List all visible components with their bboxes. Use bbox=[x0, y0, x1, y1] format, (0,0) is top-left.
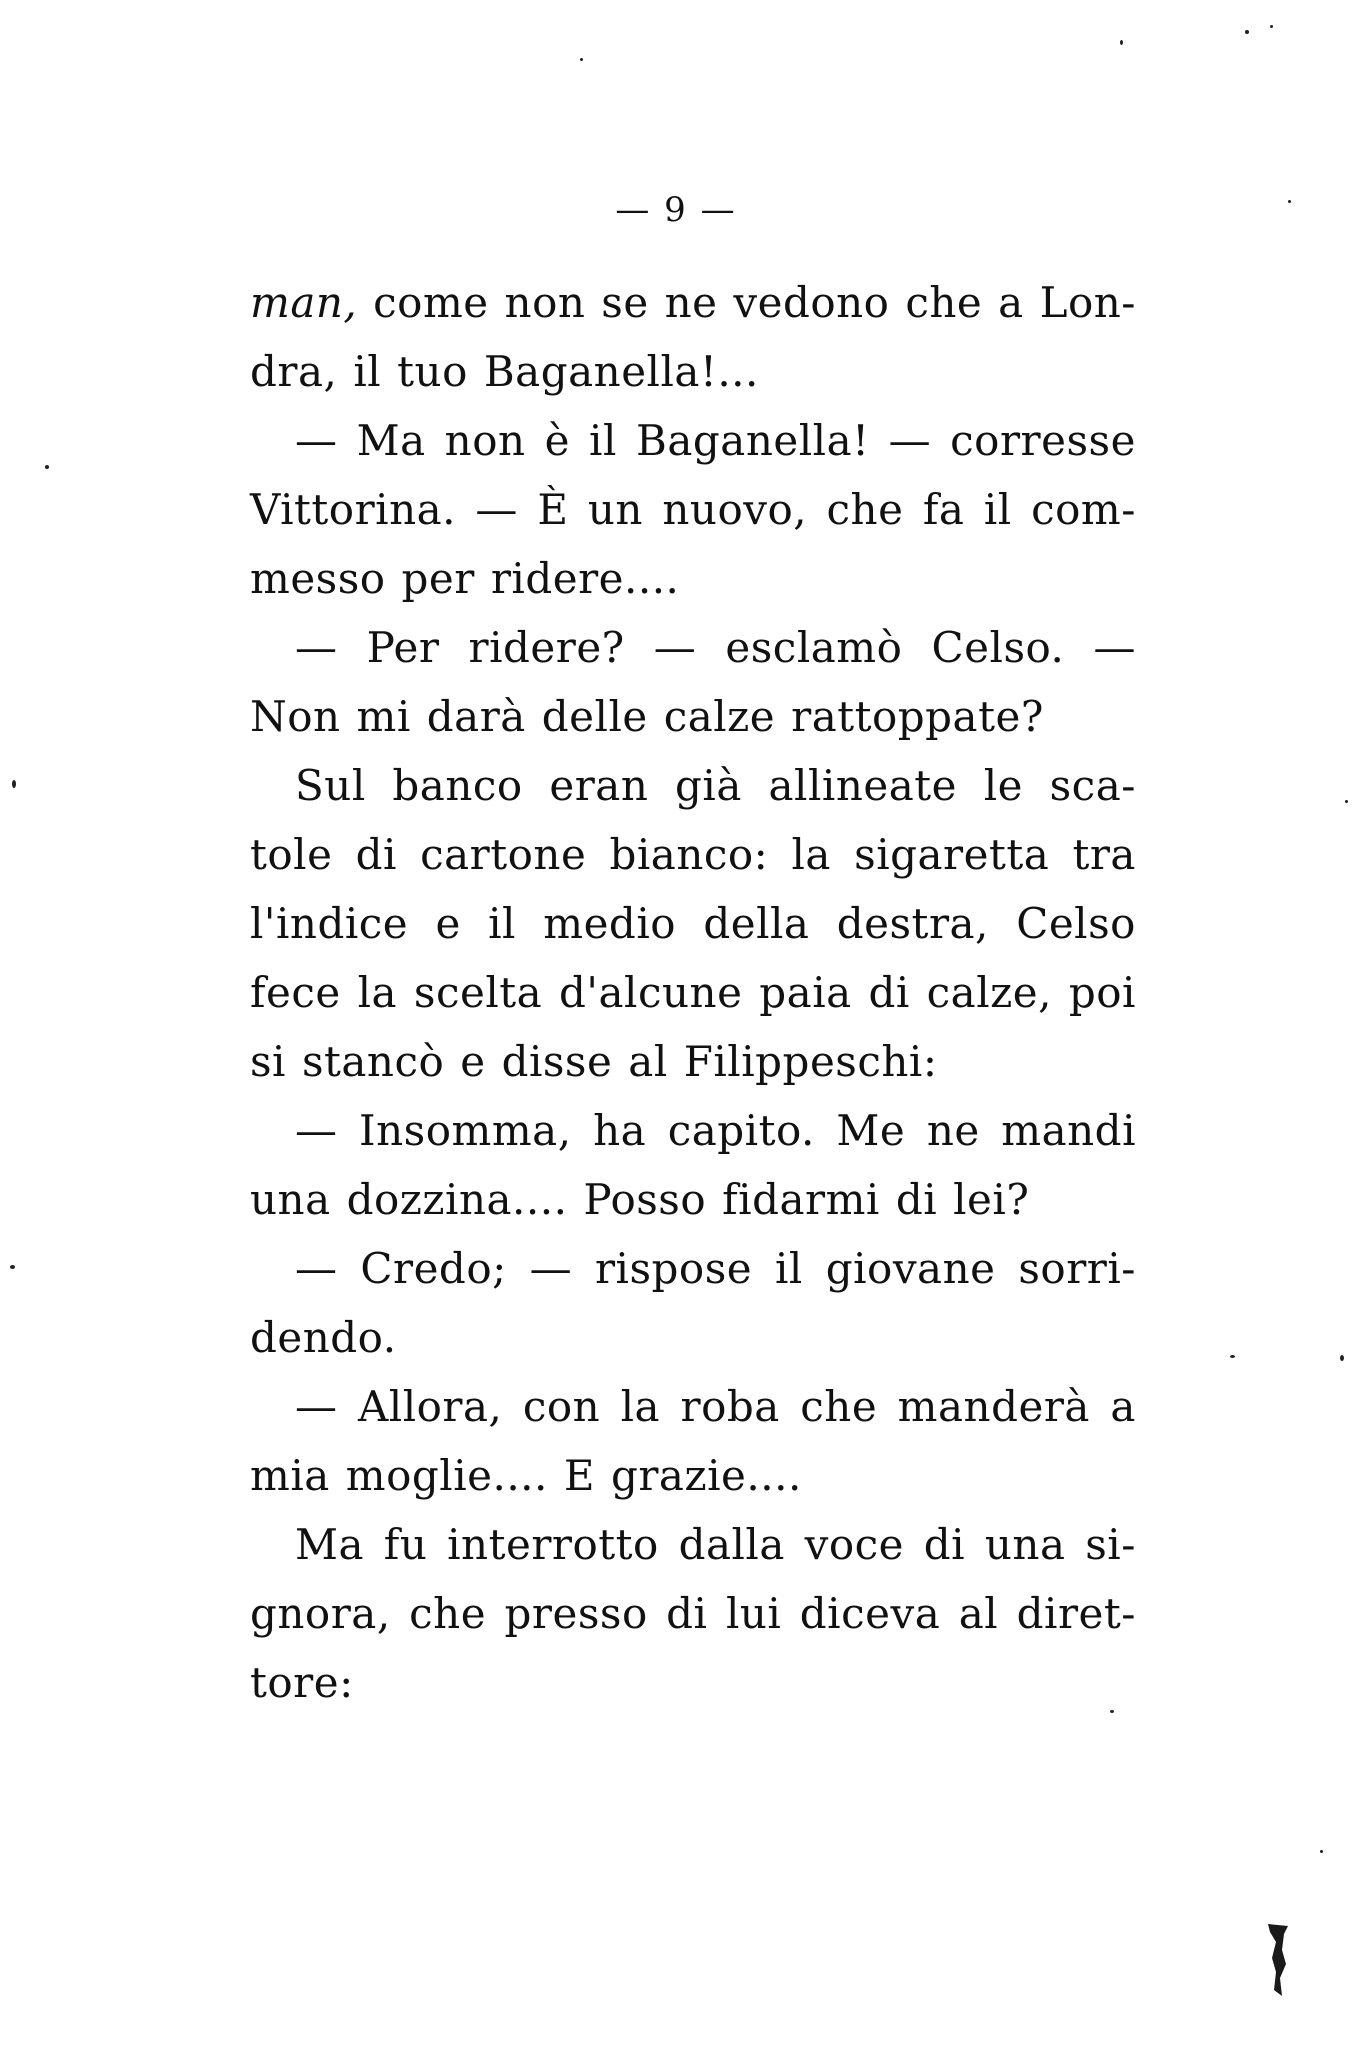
word: che bbox=[800, 1382, 878, 1431]
word: ha bbox=[593, 1106, 647, 1155]
word: dra, bbox=[250, 347, 338, 396]
word: Insomma, bbox=[359, 1106, 572, 1155]
word: — bbox=[1093, 623, 1136, 672]
word: calze bbox=[663, 692, 776, 741]
scan-speck bbox=[1245, 30, 1249, 34]
text-line bbox=[250, 1510, 1136, 1579]
word: Baganella! bbox=[635, 416, 870, 465]
text-line bbox=[250, 406, 1136, 475]
word: tra bbox=[1072, 830, 1136, 879]
word: e bbox=[435, 899, 461, 948]
word: Celso bbox=[1016, 899, 1136, 948]
text-line bbox=[250, 820, 1136, 889]
word: un bbox=[587, 485, 643, 534]
text-line bbox=[250, 1165, 1136, 1234]
word: non bbox=[444, 416, 526, 465]
word: lui bbox=[725, 1589, 782, 1638]
word: lei? bbox=[953, 1175, 1030, 1224]
word: al bbox=[958, 1589, 999, 1638]
word: si bbox=[250, 1037, 286, 1086]
text-line bbox=[250, 268, 1136, 337]
text-line bbox=[250, 682, 1136, 751]
word: poi bbox=[1068, 968, 1136, 1017]
word: delle bbox=[541, 692, 648, 741]
word: Ma bbox=[295, 1520, 365, 1569]
word: — bbox=[888, 416, 932, 465]
text-line bbox=[250, 475, 1136, 544]
word: fece bbox=[250, 968, 341, 1017]
word: rattoppate? bbox=[791, 692, 1044, 741]
text-line bbox=[250, 751, 1136, 820]
word: diceva bbox=[799, 1589, 941, 1638]
text-line bbox=[250, 613, 1136, 682]
word: Per bbox=[366, 623, 440, 672]
word: il bbox=[774, 1244, 803, 1293]
word: gnora, bbox=[250, 1589, 391, 1638]
scan-speck bbox=[580, 58, 583, 61]
word: Lon- bbox=[1039, 278, 1136, 327]
word: messo bbox=[250, 554, 386, 603]
word: di bbox=[868, 968, 910, 1017]
word: — bbox=[295, 1382, 338, 1431]
word: il bbox=[488, 899, 516, 948]
scan-speck bbox=[10, 1265, 15, 1269]
word: ne bbox=[664, 278, 718, 327]
word: man, bbox=[250, 278, 358, 327]
word: ne bbox=[926, 1106, 980, 1155]
word: che bbox=[409, 1589, 487, 1638]
word: una bbox=[984, 1520, 1066, 1569]
word: Posso bbox=[583, 1175, 707, 1224]
word: dendo. bbox=[250, 1313, 397, 1362]
word: mia bbox=[250, 1451, 330, 1500]
scan-speck bbox=[1270, 25, 1273, 28]
word: tole bbox=[250, 830, 333, 879]
text-line bbox=[250, 1648, 1136, 1717]
word: tuo bbox=[397, 347, 468, 396]
word: la bbox=[357, 968, 398, 1017]
word: e bbox=[460, 1037, 486, 1086]
scan-speck bbox=[45, 465, 49, 469]
word: rispose bbox=[594, 1244, 753, 1293]
word: dalla bbox=[678, 1520, 785, 1569]
word: Credo; bbox=[360, 1244, 507, 1293]
scan-speck bbox=[1340, 1355, 1344, 1361]
word: mandi bbox=[1001, 1106, 1136, 1155]
word: È bbox=[537, 485, 569, 534]
word: cartone bbox=[420, 830, 587, 879]
scan-speck bbox=[1288, 200, 1291, 203]
scan-speck bbox=[1120, 40, 1123, 45]
text-line bbox=[250, 889, 1136, 958]
word: Allora, bbox=[357, 1382, 503, 1431]
word: Filippeschi: bbox=[683, 1037, 938, 1086]
word: medio bbox=[543, 899, 677, 948]
word: ridere.... bbox=[490, 554, 680, 603]
word: Non bbox=[250, 692, 341, 741]
scan-speck bbox=[1345, 800, 1348, 803]
word: com- bbox=[1031, 485, 1136, 534]
word: al bbox=[628, 1037, 668, 1086]
word: presso bbox=[504, 1589, 648, 1638]
word: corresse bbox=[950, 416, 1136, 465]
word: — bbox=[295, 623, 338, 672]
word: d'alcune bbox=[559, 968, 743, 1017]
text-line bbox=[250, 1372, 1136, 1441]
word: nuovo, bbox=[662, 485, 808, 534]
word: ridere? bbox=[468, 623, 625, 672]
word: non bbox=[504, 278, 586, 327]
text-line bbox=[250, 1303, 1136, 1372]
word: già bbox=[675, 761, 742, 810]
word: bianco: bbox=[609, 830, 769, 879]
scan-speck bbox=[1110, 1710, 1114, 1713]
word: voce bbox=[804, 1520, 905, 1569]
text-line bbox=[250, 1234, 1136, 1303]
word: il bbox=[353, 347, 382, 396]
word: — bbox=[295, 1244, 338, 1293]
word: esclamò bbox=[725, 623, 903, 672]
word: fidarmi bbox=[722, 1175, 880, 1224]
text-line bbox=[250, 958, 1136, 1027]
word: capito. bbox=[667, 1106, 815, 1155]
word: allineate bbox=[768, 761, 958, 810]
word: sca- bbox=[1049, 761, 1136, 810]
word: l'indice bbox=[250, 899, 409, 948]
word: sigaretta bbox=[854, 830, 1050, 879]
word: è bbox=[544, 416, 570, 465]
word: se bbox=[601, 278, 649, 327]
word: disse bbox=[501, 1037, 613, 1086]
word: giovane bbox=[825, 1244, 996, 1293]
word: dozzina.... bbox=[346, 1175, 568, 1224]
word: Sul bbox=[295, 761, 366, 810]
word: il bbox=[589, 416, 617, 465]
word: come bbox=[373, 278, 489, 327]
text-line bbox=[250, 1579, 1136, 1648]
word: banco bbox=[392, 761, 523, 810]
text-line bbox=[250, 1441, 1136, 1510]
word: di bbox=[895, 1175, 938, 1224]
word: una bbox=[250, 1175, 331, 1224]
word: roba bbox=[680, 1382, 780, 1431]
word: fa bbox=[922, 485, 965, 534]
word: a bbox=[1110, 1382, 1136, 1431]
word: che bbox=[826, 485, 904, 534]
word: eran bbox=[549, 761, 649, 810]
word: — bbox=[295, 416, 338, 465]
word: Vittorina. bbox=[250, 485, 457, 534]
word: destra, bbox=[836, 899, 989, 948]
word: Ma bbox=[356, 416, 426, 465]
text-line bbox=[250, 1027, 1136, 1096]
word: di bbox=[355, 830, 397, 879]
word: diret- bbox=[1016, 1589, 1136, 1638]
word: — bbox=[295, 1106, 338, 1155]
word: manderà bbox=[897, 1382, 1090, 1431]
word: — bbox=[475, 485, 518, 534]
word: mi bbox=[356, 692, 411, 741]
word: vedono bbox=[733, 278, 890, 327]
body-text bbox=[250, 268, 1136, 1717]
word: Baganella!... bbox=[483, 347, 759, 396]
ink-blot bbox=[1262, 1920, 1292, 2000]
text-line bbox=[250, 544, 1136, 613]
word: la bbox=[620, 1382, 661, 1431]
word: di bbox=[666, 1589, 708, 1638]
scan-speck bbox=[1230, 1355, 1235, 1358]
word: fu bbox=[383, 1520, 428, 1569]
scan-speck bbox=[12, 780, 16, 788]
word: si- bbox=[1085, 1520, 1136, 1569]
word: a bbox=[998, 278, 1024, 327]
word: le bbox=[983, 761, 1023, 810]
text-line bbox=[250, 337, 1136, 406]
word: sorri- bbox=[1018, 1244, 1136, 1293]
word: che bbox=[905, 278, 983, 327]
word: con bbox=[522, 1382, 601, 1431]
word: paia bbox=[759, 968, 852, 1017]
word: — bbox=[529, 1244, 573, 1293]
word: Me bbox=[836, 1106, 906, 1155]
page-number: — 9 — bbox=[615, 190, 737, 230]
text-line bbox=[250, 1096, 1136, 1165]
word: tore: bbox=[250, 1658, 354, 1707]
word: E bbox=[563, 1451, 596, 1500]
word: interrotto bbox=[447, 1520, 659, 1569]
word: Celso. bbox=[931, 623, 1065, 672]
word: moglie.... bbox=[345, 1451, 548, 1500]
word: calze, bbox=[926, 968, 1052, 1017]
word: stancò bbox=[301, 1037, 445, 1086]
word: della bbox=[703, 899, 810, 948]
word: la bbox=[791, 830, 831, 879]
scan-speck bbox=[1320, 1850, 1323, 1853]
word: grazie.... bbox=[610, 1451, 802, 1500]
word: — bbox=[653, 623, 697, 672]
word: darà bbox=[426, 692, 526, 741]
word: il bbox=[983, 485, 1012, 534]
word: di bbox=[923, 1520, 966, 1569]
word: scelta bbox=[413, 968, 543, 1017]
word: per bbox=[401, 554, 475, 603]
